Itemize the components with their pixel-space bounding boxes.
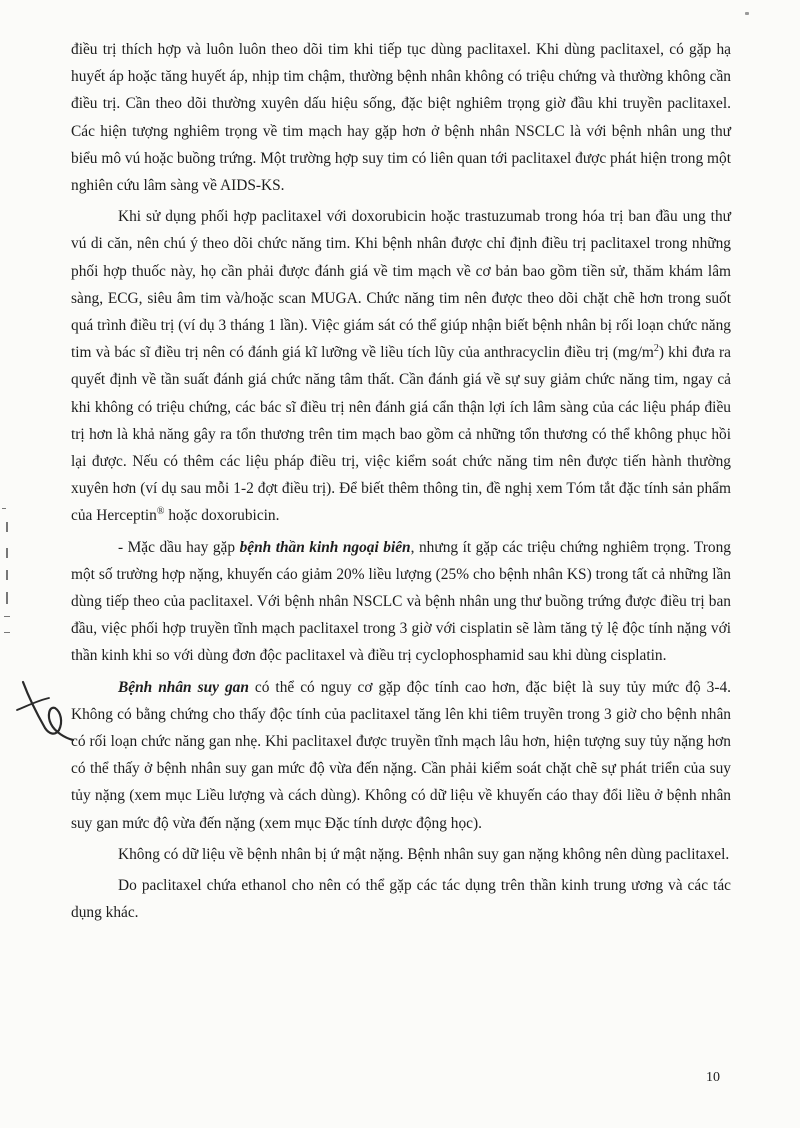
paragraph-p2-segment: ®	[156, 506, 165, 518]
paragraph-p3	[71, 534, 731, 670]
paragraph-p2-segment: ) khi đưa ra quyết định về tần suất đánh giá chức năng tâm thất. Cần đánh giá về sự suy giảm chức năng tim, ngay cả khi không có triệu chứng, các bác sĩ điều trị nên đánh giá cẩn thận lợi ích lâm sàng của các liệu pháp điều trị hơn là khả năng gây ra tổn thương trên tim mạch bao gồm cả những tổn thương có thể không phục hồi lại được. Nếu có thêm các liệu pháp điều trị, việc kiểm soát chức năng tim nên được tiến hành thường xuyên hơn (ví dụ sau mỗi 1-2 đợt điều trị). Để biết thêm thông tin, đề nghị xem Tóm tắt đặc tính sản phẩm của Herceptin	[71, 344, 731, 525]
paragraph-p2-segment: Khi sử dụng phối hợp paclitaxel với doxorubicin hoặc trastuzumab trong hóa trị ban đầu ung thư vú di căn, nên chú ý theo dõi chức năng tim. Khi bệnh nhân được chỉ định điều trị paclitaxel trong những phối hợp thuốc này, họ cần phải được đánh giá về tim mạch về cơ bản bao gồm tiền sử, thăm khám lâm sàng, ECG, siêu âm tim và/hoặc scan MUGA. Chức năng tim nên được theo dõi chặt chẽ hơn trong suốt quá trình điều trị (ví dụ 3 tháng 1 lần). Việc giám sát có thể giúp nhận biết bệnh nhân bị rối loạn chức năng tim và bác sĩ điều trị nên có đánh giá kĩ lưỡng về liều tích lũy của anthracyclin điều trị (mg/m	[71, 208, 731, 362]
paragraph-p6-segment: Do paclitaxel chứa ethanol cho nên có thể gặp các tác dụng trên thần kinh trung ương và các tác dụng khác.	[71, 877, 731, 922]
paragraph-p6	[71, 872, 731, 926]
paragraph-p2-segment: 2	[653, 343, 659, 355]
paragraph-p4-segment: có thể có nguy cơ gặp độc tính cao hơn, đặc biệt là suy tủy mức độ 3-4. Không có bằng chứng cho thấy độc tính của paclitaxel tăng lên khi tiêm truyền trong 3 giờ cho bệnh nhân có rối loạn chức năng gan nhẹ. Khi paclitaxel được truyền tĩnh mạch lâu hơn, hiện tượng suy tủy nặng hơn có thể thấy ở bệnh nhân suy gan mức độ vừa đến nặng. Cần phải kiểm soát chặt chẽ sự phát triển của suy tủy nặng (xem mục Liều lượng và cách dùng). Không có dữ liệu về khuyến cáo thay đổi liều ở bệnh nhân suy gan mức độ vừa đến nặng (xem mục Đặc tính dược động học).	[71, 678, 731, 832]
paragraph-p5	[71, 841, 731, 868]
paragraph-p3-segment: - Mặc dầu hay gặp	[118, 538, 240, 556]
paragraph-p4-segment: Bệnh nhân suy gan	[118, 678, 249, 696]
paragraph-p5-segment: Không có dữ liệu về bệnh nhân bị ứ mật nặng. Bệnh nhân suy gan nặng không nên dùng paclitaxel.	[118, 845, 730, 863]
paragraph-p2-segment: hoặc doxorubicin.	[164, 507, 280, 525]
page-number: 10	[706, 1070, 720, 1085]
handwritten-signature	[15, 670, 75, 750]
paragraph-p3-segment: bệnh thần kinh ngoại biên	[239, 538, 411, 556]
paragraph-p3-segment: , nhưng ít gặp các triệu chứng nghiêm trọng. Trong một số trường hợp nặng, khuyến cáo giảm 20% liều lượng (25% cho bệnh nhân KS) trong tất cả những lần dùng tiếp theo của paclitaxel. Với bệnh nhân NSCLC và bệnh nhân ung thư buồng trứng được điều trị ban đầu, việc phối hợp truyền tĩnh mạch paclitaxel trong 3 giờ với cisplatin sẽ làm tăng tỷ lệ độc tính nặng với thần kinh khi so với dùng đơn độc paclitaxel và điều trị cyclophosphamid sau khi dùng cisplatin.	[71, 538, 731, 665]
paragraph-p1-segment: điều trị thích hợp và luôn luôn theo dõi tim khi tiếp tục dùng paclitaxel. Khi dùng paclitaxel, có gặp hạ huyết áp hoặc tăng huyết áp, nhịp tim chậm, thường bệnh nhân không có triệu chứng và thường không cần điều trị. Cần theo dõi thường xuyên dấu hiệu sống, đặc biệt nghiêm trọng giờ đầu khi truyền paclitaxel. Các hiện tượng nghiêm trọng về tim mạch hay gặp hơn ở bệnh nhân NSCLC là với bệnh nhân ung thư biểu mô vú hoặc buồng trứng. Một trường hợp suy tim có liên quan tới paclitaxel được phát hiện trong một nghiên cứu lâm sàng về AIDS-KS.	[71, 41, 731, 195]
margin-marks	[2, 508, 16, 648]
paragraph-p1	[71, 36, 731, 199]
paragraph-p2	[71, 203, 731, 529]
body-text	[71, 36, 731, 931]
scan-speck	[745, 12, 749, 15]
paragraph-p4	[71, 674, 731, 837]
